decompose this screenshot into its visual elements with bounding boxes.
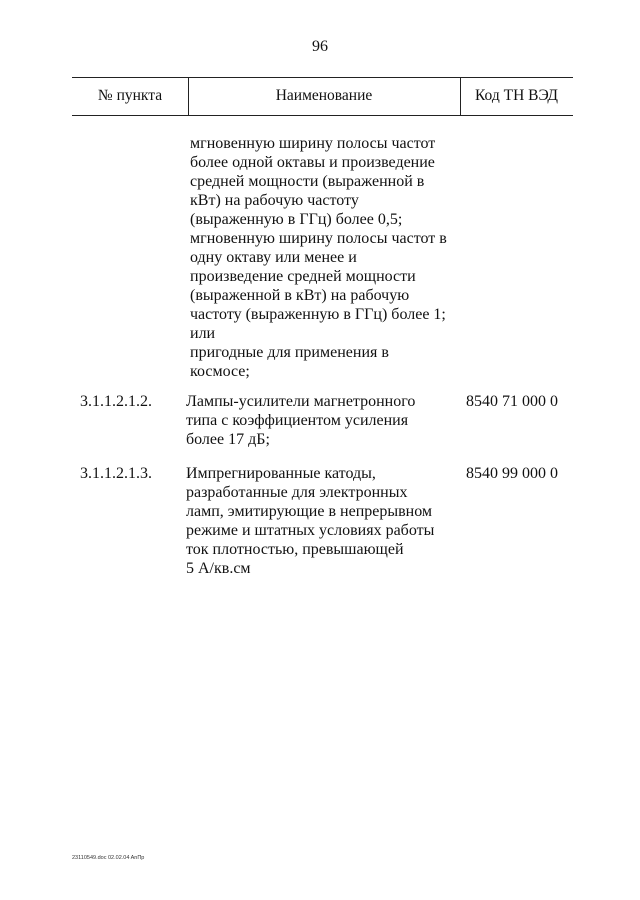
table-header-bottom-rule [72, 115, 573, 116]
header-item-number: № пункта [97, 87, 163, 104]
continuation-text: мгновенную ширину полосы частот более одной октавы и произведение средней мощности (выраженной в кВт) на рабочую частоту (выраженную в ГГц) более 0,5; мгновенную ширину полосы частот в одну октаву или менее и произведение средней мощности (выраженной в кВт) на рабочую частоту (выраженную в ГГц) более 1; или пригодные для применения в космосе; [190, 135, 447, 380]
row-code: 8540 99 000 0 [466, 465, 558, 482]
row-name: Лампы-усилители магнетронного типа с коэффициентом усиления более 17 дБ; [186, 393, 416, 448]
row-code: 8540 71 000 0 [466, 393, 558, 410]
header-name: Наименование [275, 87, 373, 104]
page-number: 96 [312, 38, 328, 55]
row-number: 3.1.1.2.1.3. [80, 465, 152, 482]
row-name: Импрегнированные катоды, разработанные для электронных ламп, эмитирующие в непрерывном режиме и штатных условиях работы ток плотностью, превышающей 5 А/кв.см [186, 465, 435, 577]
row-number: 3.1.1.2.1.2. [80, 393, 152, 410]
header-code: Код ТН ВЭД [474, 87, 558, 104]
document-footer: 23110549.doc 02.02.04 AnПр [72, 855, 145, 861]
